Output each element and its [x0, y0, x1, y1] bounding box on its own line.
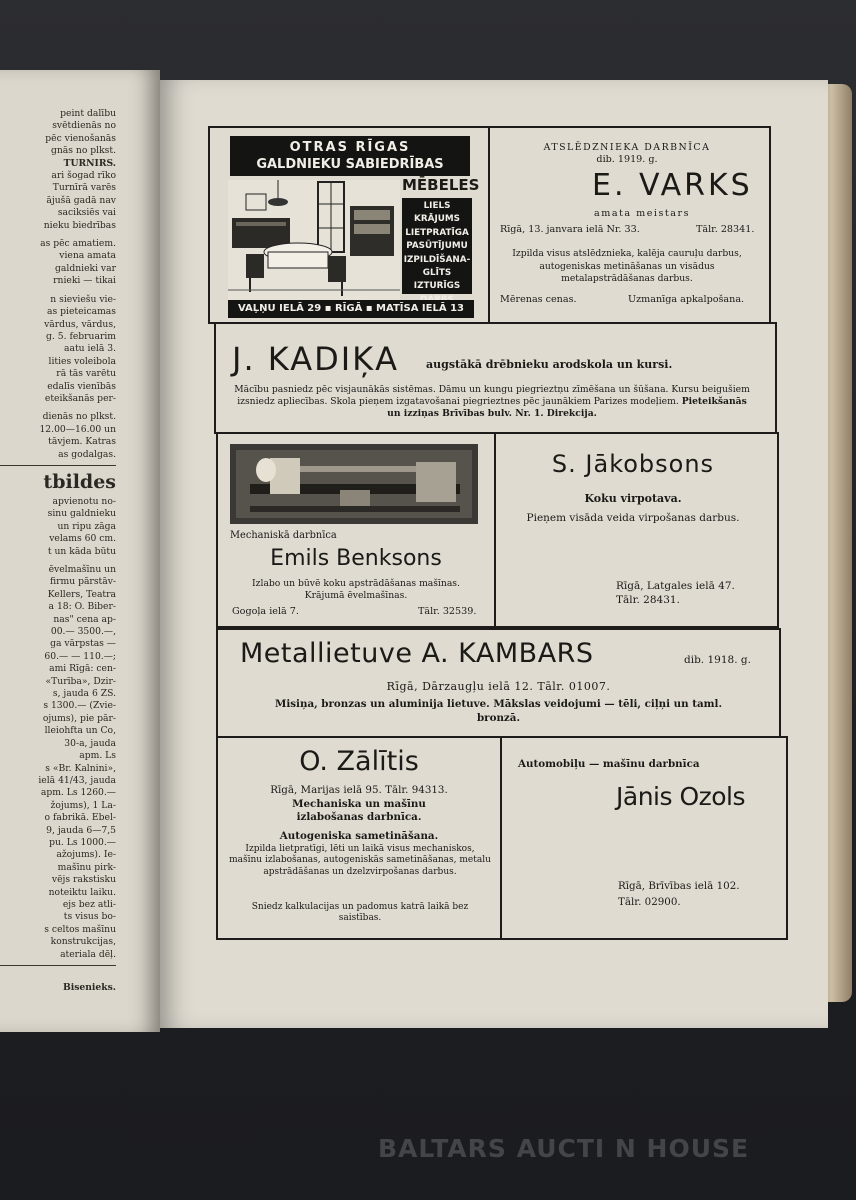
- divider: [488, 128, 490, 322]
- text-line: ažojums). Ie-: [56, 849, 116, 861]
- galdnieku-feature: LIELS KRĀJUMS: [414, 201, 460, 225]
- varks-desc: Izpilda visus atslēdznieka, kalēja cauruļu darbus, autogeniskas metināšanas un visādus metalapstrādāšanas darbus.: [512, 248, 742, 285]
- kambars-name: Metallietuve A. KAMBARS: [240, 638, 594, 669]
- galdnieku-address: VAĻŅU IELĀ 29 ▪ RĪGĀ ▪ MATĪSA IELĀ 13: [228, 300, 474, 318]
- text-line: un ripu zāga: [57, 520, 116, 532]
- text-line: vējs rakstisku: [51, 874, 116, 886]
- galdnieku-feature: IZTURĪGS: [413, 281, 461, 292]
- watermark: BALTARS AUCTI N HOUSE: [378, 1134, 750, 1163]
- jakobsons-trade: Koku virpotava.: [584, 492, 682, 505]
- text-line: peint dalību: [60, 108, 116, 119]
- turnirs-heading: TURNIRS.: [63, 157, 116, 169]
- text-line: as godalgas.: [58, 448, 116, 460]
- text-line: svētdienās no: [52, 120, 116, 132]
- text-line: t un kāda būtu: [47, 545, 116, 557]
- benksons-address: Gogoļa ielā 7.: [232, 606, 299, 617]
- text-line: velams 60 cm.: [49, 533, 116, 545]
- divider: [494, 434, 496, 626]
- varks-address: Rīgā, 13. janvara ielā Nr. 33.: [500, 224, 640, 235]
- varks-phone: Tālr. 28341.: [696, 224, 755, 235]
- right-page: [160, 80, 828, 1028]
- mebeles-label: MĒBELES: [402, 176, 480, 194]
- text-line: «Turība», Dzir-: [45, 675, 116, 687]
- text-line: saciksiēs vai: [57, 207, 116, 219]
- lathe-illustration: [230, 444, 478, 524]
- ad-zalitis: [218, 738, 500, 938]
- text-line: 9, jauda 6—7,5: [46, 824, 116, 836]
- ad-varks: [492, 128, 769, 322]
- zalitis-address: Rīgā, Marijas ielā 95. Tālr. 94313.: [270, 784, 448, 796]
- text-line: n sieviešu vie-: [50, 293, 116, 305]
- ozols-name: Jānis Ozols: [616, 782, 746, 811]
- ozols-label: Automobiļu — mašīnu darbnīca: [518, 758, 700, 770]
- kambars-since: dib. 1918. g.: [684, 654, 751, 666]
- text-line: a 18: O. Biber-: [48, 601, 116, 613]
- galdnieku-feature: GLĪTS: [422, 268, 452, 279]
- furniture-illustration: [228, 180, 400, 302]
- text-line: aatu ielā 3.: [64, 343, 116, 355]
- divider: [0, 965, 116, 966]
- varks-title: amata meistars: [594, 208, 691, 219]
- text-line: Kellers, Teatra: [47, 588, 116, 600]
- text-line: vārdus, vārdus,: [44, 318, 116, 330]
- text-line: s, jauda 6 ZS.: [52, 688, 116, 700]
- text-line: tāvjem. Katras: [48, 436, 116, 448]
- galdnieku-title-2: GALDNIEKU SABIEDRĪBAS: [256, 157, 444, 172]
- zalitis-name: O. Zālītis: [299, 746, 419, 777]
- varks-price: Mērenas cenas.: [500, 294, 577, 305]
- jakobsons-phone: Tālr. 28431.: [616, 594, 680, 606]
- text-line: gnās no plkst.: [51, 145, 116, 157]
- text-line: s «Br. Kalnini»,: [45, 762, 116, 774]
- text-line: edalīs vienībās: [47, 380, 116, 392]
- kadika-desc-text: Mācību pasniedz pēc visjaunākās sistēmas. Dāmu un kungu piegrieztņu zīmēšana un šūšana. Kursu beigušiem izsniedz apliecības. Skola pieņem izgatavošanai piegrieztnes pēc jaunākiem Parizes modeļiem.: [234, 384, 750, 407]
- benksons-phone: Tālr. 32539.: [418, 606, 477, 617]
- text-line: ateriala dēļ.: [60, 948, 116, 960]
- divider: [0, 465, 116, 466]
- galdnieku-feature: PASŪTĪJUMU: [406, 241, 468, 252]
- galdnieku-title-1: OTRAS RĪGAS: [289, 140, 411, 155]
- galdnieku-feature: LIETPRATĪGA: [405, 227, 469, 238]
- kambars-desc: Misiņa, bronzas un aluminija lietuve. Mākslas veidojumi — tēli, ciļņi un taml.: [274, 698, 723, 710]
- text-line: firmu pārstāv-: [50, 576, 116, 588]
- text-line: nieku biedrības: [43, 219, 116, 231]
- text-line: apm. Ls 1260.—: [40, 787, 116, 799]
- text-line: ielā 41/43, jauda: [38, 774, 116, 786]
- zalitis-autogen: Autogeniska sametināšana.: [279, 830, 439, 842]
- galdnieku-feature: IZPILDĪŠANA-: [403, 254, 471, 265]
- ad-row-1: [208, 126, 771, 324]
- atbildes-heading: tbildes: [43, 470, 116, 493]
- ozols-phone: Tālr. 02900.: [618, 896, 681, 908]
- ad-jakobsons: [498, 434, 777, 626]
- text-line: ts visus bo-: [63, 911, 116, 923]
- ozols-address: Rīgā, Brīvības ielā 102.: [618, 880, 740, 892]
- text-line: 00.— 3500.—,: [50, 626, 116, 638]
- varks-since: dib. 1919. g.: [596, 154, 658, 165]
- ad-row-5: [216, 736, 788, 940]
- text-line: o fabrikā. Ebel-: [44, 812, 116, 824]
- text-line: lities voleibola: [48, 355, 116, 367]
- text-line: rnieki — tikai: [53, 275, 116, 287]
- text-line: g. 5. februarim: [46, 330, 116, 342]
- text-line: galdnieki var: [55, 262, 116, 274]
- text-line: ājušā gadā nav: [46, 194, 116, 206]
- text-line: sinu galdnieku: [47, 508, 116, 520]
- zalitis-headline: Mechaniska un mašīnu izlabošanas darbnīca.: [292, 798, 426, 823]
- text-line: noteiktu laiku.: [48, 886, 116, 898]
- zalitis-desc: Izpilda lietpratīgi, lēti un laikā visus mechaniskos, mašīnu izlabošanas, autogeniskās sametināšanas, metalu apstrādāšanas un dzelzvirpošanas darbus.: [229, 844, 491, 877]
- benksons-label: Mechaniskā darbnīca: [230, 530, 337, 541]
- kadika-apply: Pieteikšanās un izziņas Brīvības bulv. Nr. 1. Direkcija.: [387, 395, 747, 419]
- zalitis-calc: Sniedz kalkulacijas un padomus katrā laikā bez saistības.: [251, 902, 469, 924]
- varks-service: Uzmanīga apkalpošana.: [628, 294, 745, 305]
- text-line: as pēc amatiem.: [40, 238, 116, 250]
- text-line: viena amata: [59, 250, 116, 262]
- benksons-name: Emils Benksons: [270, 546, 442, 571]
- text-line: apm. Ls: [79, 750, 116, 762]
- varks-name: E. VARKS: [592, 168, 753, 203]
- text-line: mašīnu pirk-: [57, 861, 116, 873]
- ad-kambars: [216, 628, 781, 738]
- text-line: 12.00—16.00 un: [39, 423, 116, 435]
- text-line: dienās no plkst.: [42, 411, 116, 423]
- text-line: lleiohfta un Co,: [44, 725, 116, 737]
- ad-galdnieku: [210, 128, 488, 322]
- text-line: konstrukcijas,: [50, 936, 116, 948]
- text-line: pu. Ls 1000.—: [49, 836, 116, 848]
- text-line: ari šogad rīko: [51, 170, 116, 182]
- jakobsons-desc: Pieņem visāda veida virpošanas darbus.: [526, 512, 740, 524]
- galdnieku-title-box: [230, 136, 470, 176]
- kambars-desc-2: bronzā.: [476, 712, 521, 724]
- ad-ozols: [504, 738, 786, 938]
- left-page-column: [0, 108, 116, 994]
- galdnieku-features-box: [402, 198, 472, 294]
- text-line: ejs bez atli-: [62, 898, 116, 910]
- benksons-stock: Krājumā ēvelmašīnas.: [304, 590, 408, 601]
- jakobsons-address: Rīgā, Latgales ielā 47.: [616, 580, 735, 592]
- varks-header: ATSLĒDZNIEKA DARBNĪCA: [543, 142, 711, 153]
- ad-row-3: [216, 432, 779, 628]
- text-line: apvienotu no-: [52, 495, 116, 507]
- divider: [500, 738, 502, 938]
- text-line: ami Rīgā: cen-: [49, 663, 116, 675]
- ad-benksons: [218, 434, 494, 626]
- text-line: s 1300.— (Zvie-: [43, 700, 116, 712]
- left-page: [0, 70, 160, 1032]
- text-line: ga vārpstas —: [50, 638, 116, 650]
- kambars-address: Rīgā, Dārzaugļu ielā 12. Tālr. 01007.: [386, 680, 611, 693]
- text-line: ojums), pie pār-: [42, 712, 116, 724]
- text-line: 30-a, jauda: [64, 737, 116, 749]
- kadika-tagline: augstākā drēbnieku arodskola un kursi.: [426, 358, 673, 371]
- text-line: Turnīrā varēs: [52, 182, 116, 194]
- text-line: s celtos mašīnu: [44, 923, 116, 935]
- jakobsons-name: S. Jākobsons: [551, 450, 715, 478]
- text-line: eteikšanās per-: [44, 392, 116, 404]
- kadika-name: J. KADIĶA: [232, 340, 400, 378]
- text-line: pēc vienošanās: [45, 132, 116, 144]
- signature: Bisenieks.: [62, 982, 116, 993]
- text-line: žojums), 1 La-: [50, 799, 116, 811]
- ad-kadika: [214, 322, 777, 434]
- text-line: as pieteicamas: [47, 306, 116, 318]
- text-line: 60.— — 110.—;: [44, 650, 116, 662]
- benksons-desc: Izlabo un būvē koku apstrādāšanas mašīnas.: [252, 578, 460, 589]
- text-line: rā tās varētu: [56, 368, 116, 380]
- kadika-desc: [232, 384, 752, 419]
- text-line: ēvelmašīnu un: [48, 564, 116, 575]
- text-line: nas" cena ap-: [53, 613, 116, 625]
